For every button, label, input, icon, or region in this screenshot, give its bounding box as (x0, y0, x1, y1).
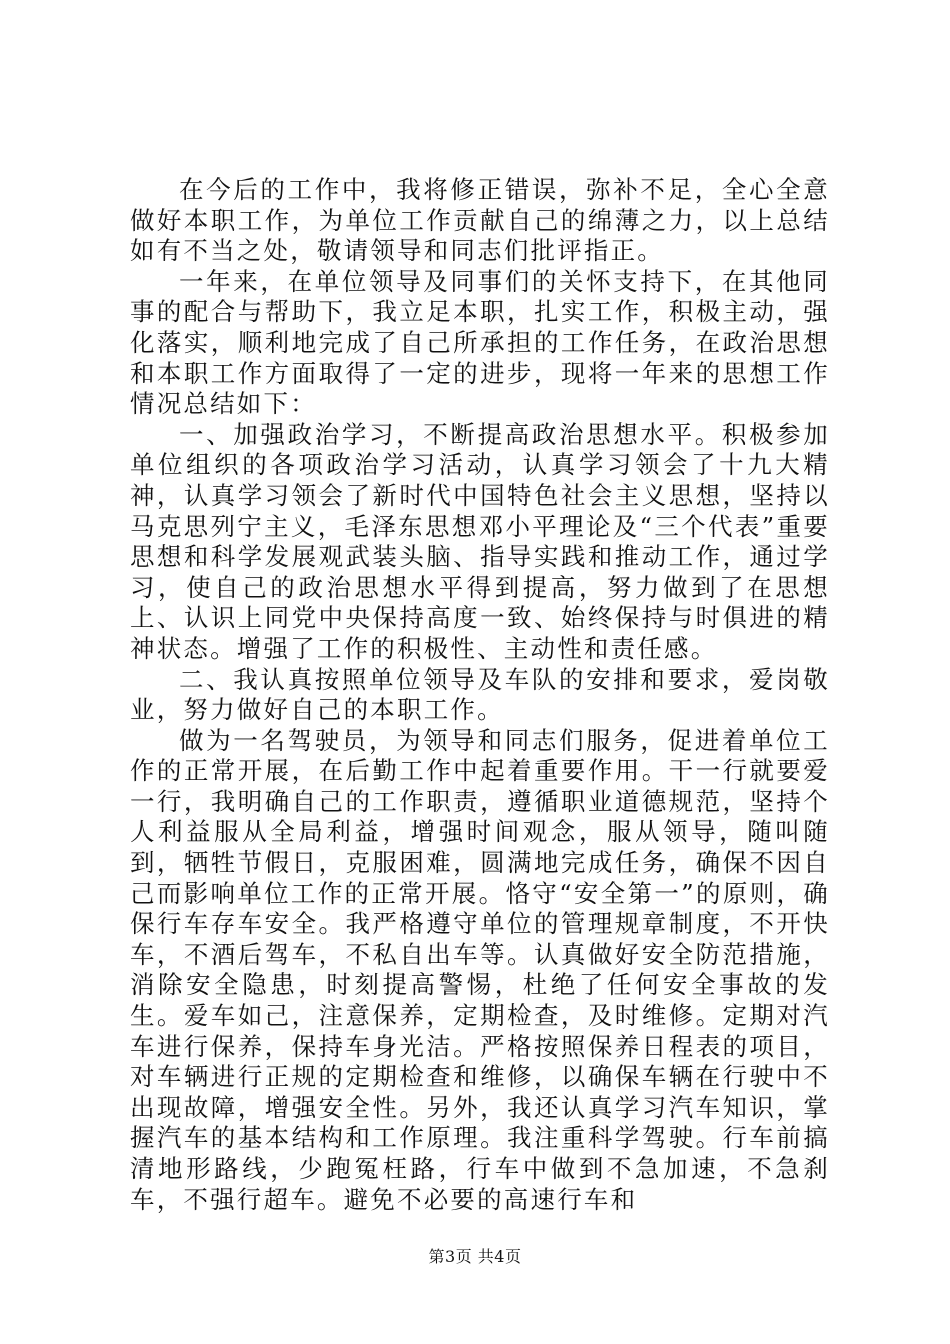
paragraph-introduction: 一年来，在单位领导及同事们的关怀支持下，在其他同事的配合与帮助下，我立足本职，扎实工作，积极主动，强化落实，顺利地完成了自己所承担的工作任务，在政治思想和本职工作方面取得了一定的进步，现将一年来的思想工作情况总结如下： (130, 266, 830, 419)
paragraph-political-study: 一、加强政治学习，不断提高政治思想水平。积极参加单位组织的各项政治学习活动，认真学习领会了十九大精神，认真学习领会了新时代中国特色社会主义思想，坚持以马克思列宁主义，毛泽东思想邓小平理论及“三个代表”重要思想和科学发展观武装头脑、指导实践和推动工作，通过学习，使自己的政治思想水平得到提高，努力做到了在思想上、认识上同党中央保持高度一致、始终保持与时俱进的精神状态。增强了工作的积极性、主动性和责任感。 (130, 419, 830, 663)
document-body (130, 175, 830, 1215)
paragraph-closing-remarks: 在今后的工作中，我将修正错误，弥补不足，全心全意做好本职工作，为单位工作贡献自己的绵薄之力，以上总结如有不当之处，敬请领导和同志们批评指正。 (130, 175, 830, 266)
paragraph-driver-work: 做为一名驾驶员，为领导和同志们服务，促进着单位工作的正常开展，在后勤工作中起着重要作用。干一行就要爱一行，我明确自己的工作职责，遵循职业道德规范，坚持个人利益服从全局利益，增强时间观念，服从领导，随叫随到，牺牲节假日，克服困难，圆满地完成任务，确保不因自己而影响单位工作的正常开展。恪守“安全第一”的原则，确保行车存车安全。我严格遵守单位的管理规章制度，不开快车，不酒后驾车，不私自出车等。认真做好安全防范措施，消除安全隐患，时刻提高警惕，杜绝了任何安全事故的发生。爱车如己，注意保养，定期检查，及时维修。定期对汽车进行保养，保持车身光洁。严格按照保养日程表的项目，对车辆进行正规的定期检查和维修，以确保车辆在行驶中不出现故障，增强安全性。另外，我还认真学习汽车知识，掌握汽车的基本结构和工作原理。我注重科学驾驶。行车前搞清地形路线，少跑冤枉路，行车中做到不急加速，不急刹车，不强行超车。避免不必要的高速行车和 (130, 725, 830, 1214)
page-number-footer: 第3页 共4页 (428, 1247, 522, 1266)
paragraph-job-duties-heading: 二、我认真按照单位领导及车队的安排和要求，爱岗敬业，努力做好自己的本职工作。 (130, 664, 830, 725)
